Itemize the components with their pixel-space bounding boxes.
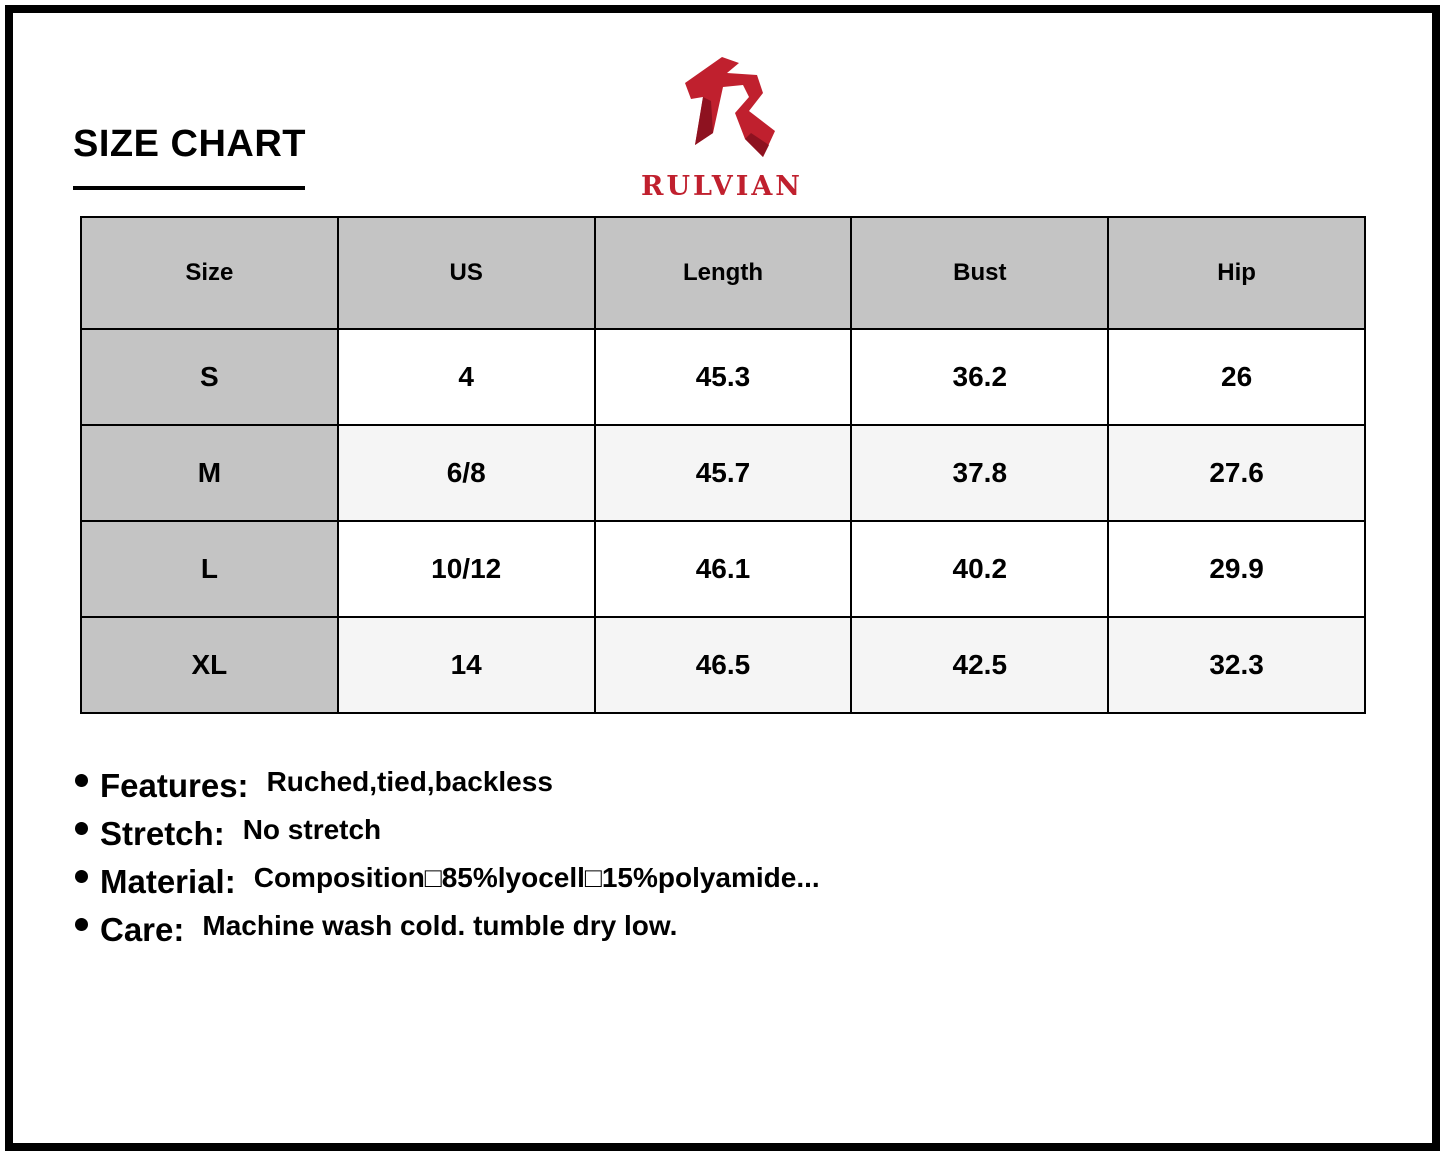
us-cell: 6/8 bbox=[338, 425, 595, 521]
material-value: Composition□85%lyocell□15%polyamide... bbox=[253, 862, 820, 893]
brand-name: RULVIAN bbox=[641, 171, 803, 202]
bust-cell: 37.8 bbox=[851, 425, 1108, 521]
bullet-icon bbox=[75, 774, 88, 787]
list-item bbox=[75, 902, 820, 950]
size-cell: S bbox=[81, 329, 338, 425]
column-header-hip: Hip bbox=[1108, 217, 1365, 329]
stretch-label: Stretch: bbox=[100, 815, 225, 852]
length-cell: 45.7 bbox=[595, 425, 852, 521]
table-row bbox=[81, 425, 1365, 521]
brand-logo bbox=[617, 53, 827, 203]
us-cell: 14 bbox=[338, 617, 595, 713]
size-cell: XL bbox=[81, 617, 338, 713]
hip-cell: 27.6 bbox=[1108, 425, 1365, 521]
bullet-icon bbox=[75, 822, 88, 835]
material-label: Material: bbox=[100, 863, 236, 900]
bust-cell: 42.5 bbox=[851, 617, 1108, 713]
us-cell: 4 bbox=[338, 329, 595, 425]
hip-cell: 29.9 bbox=[1108, 521, 1365, 617]
feature-list bbox=[75, 758, 820, 950]
hip-cell: 26 bbox=[1108, 329, 1365, 425]
bullet-icon bbox=[75, 870, 88, 883]
list-item bbox=[75, 806, 820, 854]
size-table bbox=[80, 216, 1366, 714]
column-header-length: Length bbox=[595, 217, 852, 329]
list-item bbox=[75, 758, 820, 806]
care-value: Machine wash cold. tumble dry low. bbox=[202, 910, 678, 941]
length-cell: 46.1 bbox=[595, 521, 852, 617]
table-row bbox=[81, 617, 1365, 713]
list-item bbox=[75, 854, 820, 902]
title-underline bbox=[73, 186, 305, 190]
size-cell: L bbox=[81, 521, 338, 617]
us-cell: 10/12 bbox=[338, 521, 595, 617]
table-row bbox=[81, 521, 1365, 617]
size-cell: M bbox=[81, 425, 338, 521]
bullet-icon bbox=[75, 918, 88, 931]
care-label: Care: bbox=[100, 911, 185, 948]
bust-cell: 40.2 bbox=[851, 521, 1108, 617]
column-header-bust: Bust bbox=[851, 217, 1108, 329]
length-cell: 45.3 bbox=[595, 329, 852, 425]
bust-cell: 36.2 bbox=[851, 329, 1108, 425]
column-header-size: Size bbox=[81, 217, 338, 329]
length-cell: 46.5 bbox=[595, 617, 852, 713]
column-header-us: US bbox=[338, 217, 595, 329]
page-title: SIZE CHART bbox=[73, 123, 306, 165]
letter-r-logo-icon bbox=[677, 53, 777, 163]
table-header-row bbox=[81, 217, 1365, 329]
size-chart-frame bbox=[5, 5, 1440, 1151]
feature-label: Features: bbox=[100, 767, 249, 804]
hip-cell: 32.3 bbox=[1108, 617, 1365, 713]
table-row bbox=[81, 329, 1365, 425]
stretch-value: No stretch bbox=[242, 814, 382, 845]
feature-value: Ruched,tied,backless bbox=[266, 766, 553, 797]
